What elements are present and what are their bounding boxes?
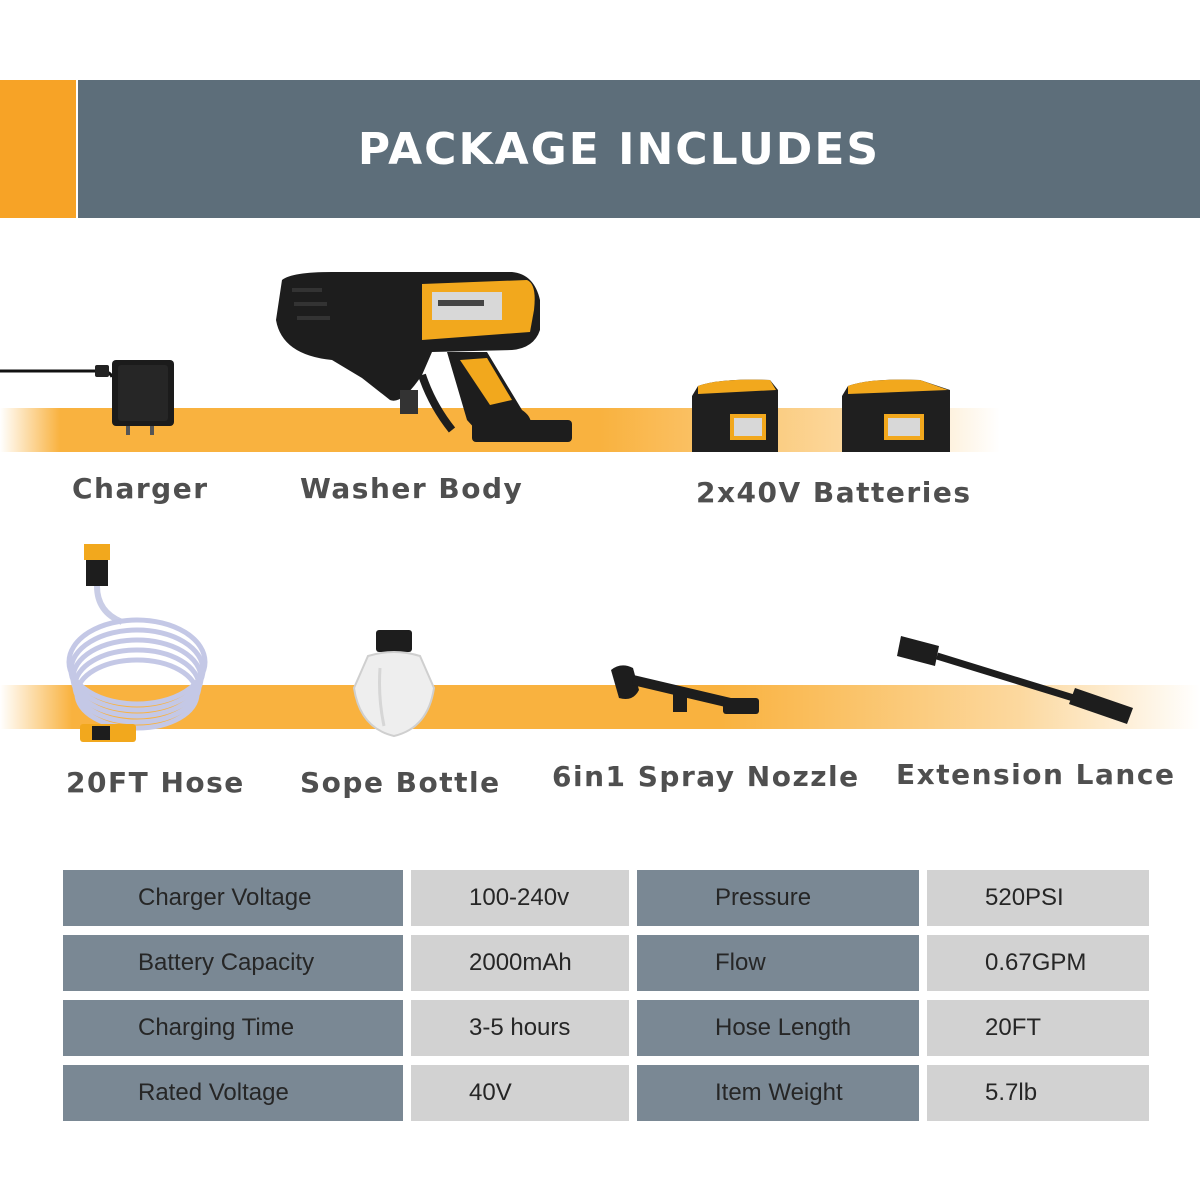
item-label-hose: 20FT Hose <box>66 766 245 799</box>
battery-icon <box>690 378 960 456</box>
spec-label: Pressure <box>637 870 919 926</box>
item-label-spray-nozzle: 6in1 Spray Nozzle <box>552 760 860 793</box>
spec-value: 5.7lb <box>927 1065 1149 1121</box>
spec-label: Flow <box>637 935 919 991</box>
washer-gun-icon <box>272 270 572 460</box>
spec-label: Hose Length <box>637 1000 919 1056</box>
charger-icon <box>0 355 180 435</box>
spec-value: 2000mAh <box>411 935 629 991</box>
spec-label: Battery Capacity <box>63 935 403 991</box>
spec-value: 100-240v <box>411 870 629 926</box>
item-label-soap-bottle: Sope Bottle <box>300 766 501 799</box>
spec-value: 3-5 hours <box>411 1000 629 1056</box>
spec-label: Charging Time <box>63 1000 403 1056</box>
spec-row <box>63 1000 1149 1056</box>
spec-row <box>63 870 1149 926</box>
soap-bottle-icon <box>350 628 438 740</box>
spec-table <box>63 870 1149 1130</box>
item-label-batteries: 2x40V Batteries <box>696 476 972 509</box>
spec-row <box>63 1065 1149 1121</box>
extension-lance-icon <box>895 628 1140 728</box>
item-label-washer-body: Washer Body <box>300 472 524 505</box>
spec-row <box>63 935 1149 991</box>
spec-value: 0.67GPM <box>927 935 1149 991</box>
banner-accent <box>0 80 76 218</box>
spec-value: 520PSI <box>927 870 1149 926</box>
spec-value: 40V <box>411 1065 629 1121</box>
item-label-extension-lance: Extension Lance <box>896 758 1176 791</box>
page-title: PACKAGE INCLUDES <box>357 123 881 175</box>
spec-label: Item Weight <box>637 1065 919 1121</box>
item-label-charger: Charger <box>72 472 209 505</box>
spec-label: Rated Voltage <box>63 1065 403 1121</box>
spec-label: Charger Voltage <box>63 870 403 926</box>
header-banner <box>78 80 1200 218</box>
spec-value: 20FT <box>927 1000 1149 1056</box>
spray-nozzle-icon <box>603 662 765 726</box>
hose-icon <box>62 542 212 747</box>
